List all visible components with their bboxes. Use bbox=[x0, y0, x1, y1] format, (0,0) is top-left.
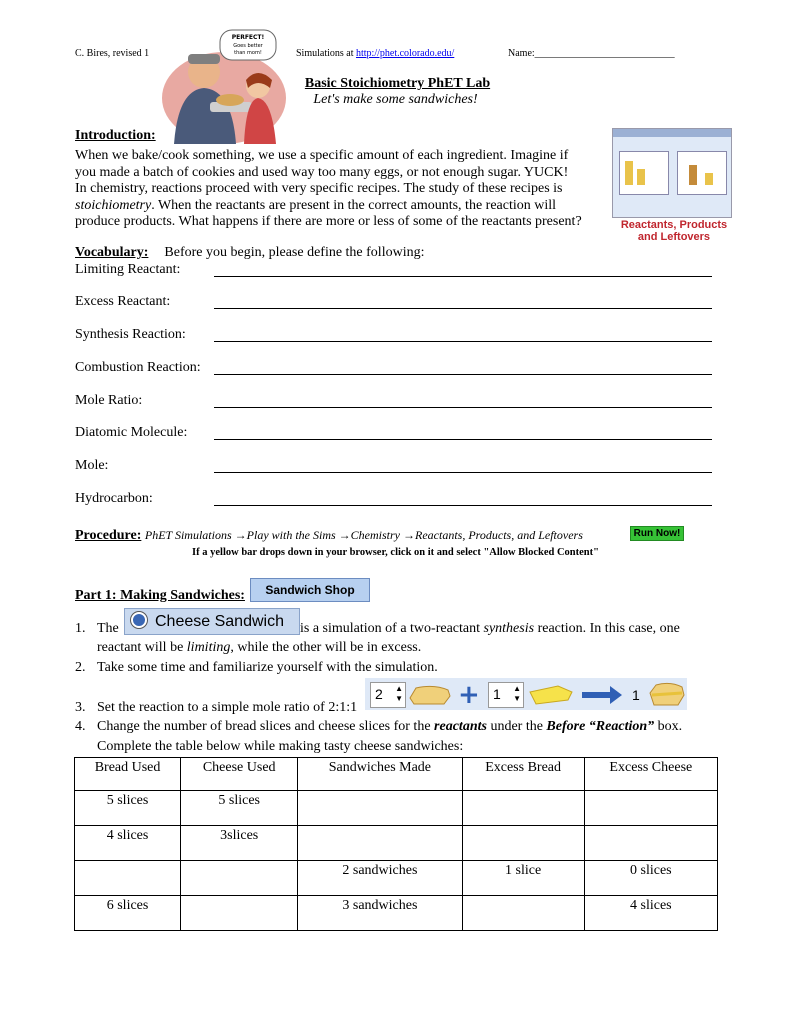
vocab-instruction: Before you begin, please define the following: bbox=[164, 245, 425, 260]
arrow-icon: → bbox=[403, 528, 415, 542]
table-cell: 5 slices bbox=[181, 791, 298, 826]
table-cell[interactable] bbox=[181, 896, 298, 931]
table-cell: 5 slices bbox=[75, 791, 181, 826]
cheese-coefficient-spinner[interactable] bbox=[488, 682, 524, 708]
table-cell[interactable] bbox=[75, 861, 181, 896]
radio-icon bbox=[131, 612, 147, 628]
sandwich-table bbox=[74, 757, 718, 931]
procedure-heading: Procedure: bbox=[75, 528, 142, 543]
item4-num: 4. bbox=[75, 719, 86, 734]
table-cell[interactable] bbox=[462, 791, 584, 826]
item2-text: Take some time and familiarize yourself with the simulation. bbox=[97, 660, 438, 675]
definition-line-4[interactable] bbox=[214, 374, 712, 375]
item4-text: Change the number of bread slices and cheese slices for the reactants under the Before “Reaction” box. bbox=[97, 719, 683, 734]
definition-line-7[interactable] bbox=[214, 472, 712, 473]
item3-text: Set the reaction to a simple mole ratio of 2:1:1 bbox=[97, 700, 358, 715]
item2-num: 2. bbox=[75, 660, 86, 675]
bubble-text: PERFECT! bbox=[231, 34, 265, 41]
arrow-icon: → bbox=[338, 528, 351, 542]
vocab-intro bbox=[75, 245, 424, 262]
table-cell: 0 slices bbox=[584, 861, 717, 896]
table-header-cell: Sandwiches Made bbox=[298, 758, 462, 791]
author-credit: C. Bires, revised 1 bbox=[75, 48, 150, 59]
term-hydrocarbon: Hydrocarbon: bbox=[75, 491, 153, 506]
table-cell: 1 slice bbox=[462, 861, 584, 896]
term-mole-ratio: Mole Ratio: bbox=[75, 393, 143, 408]
sim-site-text bbox=[296, 48, 454, 59]
procedure-line: Procedure: PhET Simulations →Play with the Sims →Chemistry →Reactants, Products, and Leftovers bbox=[75, 528, 583, 543]
svg-text:than mom!: than mom! bbox=[234, 50, 262, 56]
table-row bbox=[75, 896, 718, 931]
table-cell[interactable] bbox=[462, 826, 584, 861]
item1-num: 1. bbox=[75, 621, 86, 636]
phet-link[interactable]: http://phet.colorado.edu/ bbox=[356, 48, 455, 59]
part1-heading: Part 1: Making Sandwiches: bbox=[75, 588, 245, 603]
vocab-heading: Vocabulary: bbox=[75, 245, 149, 260]
table-cell: 3 sandwiches bbox=[298, 896, 462, 931]
definition-line-5[interactable] bbox=[214, 407, 712, 408]
table-cell[interactable] bbox=[462, 896, 584, 931]
term-excess-reactant: Excess Reactant: bbox=[75, 294, 171, 309]
table-cell[interactable] bbox=[584, 791, 717, 826]
intro-paragraph: When we bake/cook something, we use a specific amount of each ingredient. Imagine if you made a batch of cookies and used way too many eggs, or not enough sugar. YUCK! In chemistry, reactions proceed with very specific recipes. The study of these recipes is stoichiometry. When the reactants are present in the correct amounts, the reaction will produce products. What happens if there are more or less of some of the reactants present? bbox=[75, 148, 582, 229]
table-cell[interactable] bbox=[584, 826, 717, 861]
table-header-cell: Bread Used bbox=[75, 758, 181, 791]
page-title: Basic Stoichiometry PhET Lab bbox=[304, 76, 491, 91]
plus-icon: + bbox=[458, 680, 480, 710]
term-synthesis-reaction: Synthesis Reaction: bbox=[75, 327, 186, 342]
table-cell: 4 slices bbox=[75, 826, 181, 861]
table-cell: 6 slices bbox=[75, 896, 181, 931]
arrow-right-icon bbox=[582, 686, 624, 709]
bread-coefficient-value: 2 bbox=[375, 686, 383, 702]
bread-coefficient-spinner[interactable] bbox=[370, 682, 406, 708]
browser-note: If a yellow bar drops down in your browser, click on it and select "Allow Blocked Content" bbox=[192, 547, 599, 558]
cheese-coefficient-value: 1 bbox=[493, 686, 501, 702]
cheese-sandwich-label: Cheese Sandwich bbox=[155, 613, 284, 630]
term-mole: Mole: bbox=[75, 458, 109, 473]
table-row bbox=[75, 861, 718, 896]
table-header-cell: Cheese Used bbox=[181, 758, 298, 791]
table-cell[interactable] bbox=[298, 826, 462, 861]
definition-line-2[interactable] bbox=[214, 308, 712, 309]
definition-line-1[interactable] bbox=[214, 276, 712, 277]
sandwich-shop-tab[interactable]: Sandwich Shop bbox=[250, 578, 370, 602]
item3-num: 3. bbox=[75, 700, 86, 715]
cheese-slice-icon bbox=[528, 684, 574, 711]
sim-thumbnail-caption: Reactants, Products and Leftovers bbox=[620, 219, 728, 243]
arrow-icon: → bbox=[234, 528, 247, 542]
term-combustion-reaction: Combustion Reaction: bbox=[75, 360, 201, 375]
item1-text: is a simulation of a two-reactant synthesis reaction. In this case, one bbox=[300, 621, 680, 636]
term-limiting-reactant: Limiting Reactant: bbox=[75, 262, 181, 277]
table-cell[interactable] bbox=[298, 791, 462, 826]
table-row bbox=[75, 791, 718, 826]
definition-line-6[interactable] bbox=[214, 439, 712, 440]
sim-prefix: Simulations at bbox=[296, 48, 356, 59]
cheese-sandwich-radio[interactable] bbox=[124, 608, 300, 635]
table-header-cell: Excess Cheese bbox=[584, 758, 717, 791]
table-cell: 3slices bbox=[181, 826, 298, 861]
svg-text:Goes better: Goes better bbox=[233, 43, 263, 49]
table-cell[interactable] bbox=[181, 861, 298, 896]
run-now-button[interactable]: Run Now! bbox=[630, 526, 684, 541]
table-cell: 2 sandwiches bbox=[298, 861, 462, 896]
product-coefficient: 1 bbox=[632, 687, 640, 703]
table-row bbox=[75, 826, 718, 861]
spinner-arrows-icon: ▲ ▼ bbox=[513, 684, 521, 703]
item4-text-line2: Complete the table below while making tasty cheese sandwiches: bbox=[97, 739, 464, 754]
definition-line-3[interactable] bbox=[214, 341, 712, 342]
definition-line-8[interactable] bbox=[214, 505, 712, 506]
table-header-cell: Excess Bread bbox=[462, 758, 584, 791]
sim-thumbnail-image bbox=[612, 128, 732, 218]
intro-heading: Introduction: bbox=[75, 128, 156, 143]
item1-the: The bbox=[97, 621, 119, 636]
bread-slice-icon bbox=[408, 684, 452, 711]
spinner-arrows-icon: ▲ ▼ bbox=[395, 684, 403, 703]
term-diatomic-molecule: Diatomic Molecule: bbox=[75, 425, 188, 440]
page-subtitle: Let's make some sandwiches! bbox=[313, 92, 478, 107]
sandwich-icon bbox=[648, 681, 686, 712]
table-header-row bbox=[75, 758, 718, 791]
item1-text-line2: reactant will be limiting, while the other will be in excess. bbox=[97, 640, 422, 655]
name-field: Name:____________________________ bbox=[508, 48, 675, 59]
table-cell: 4 slices bbox=[584, 896, 717, 931]
